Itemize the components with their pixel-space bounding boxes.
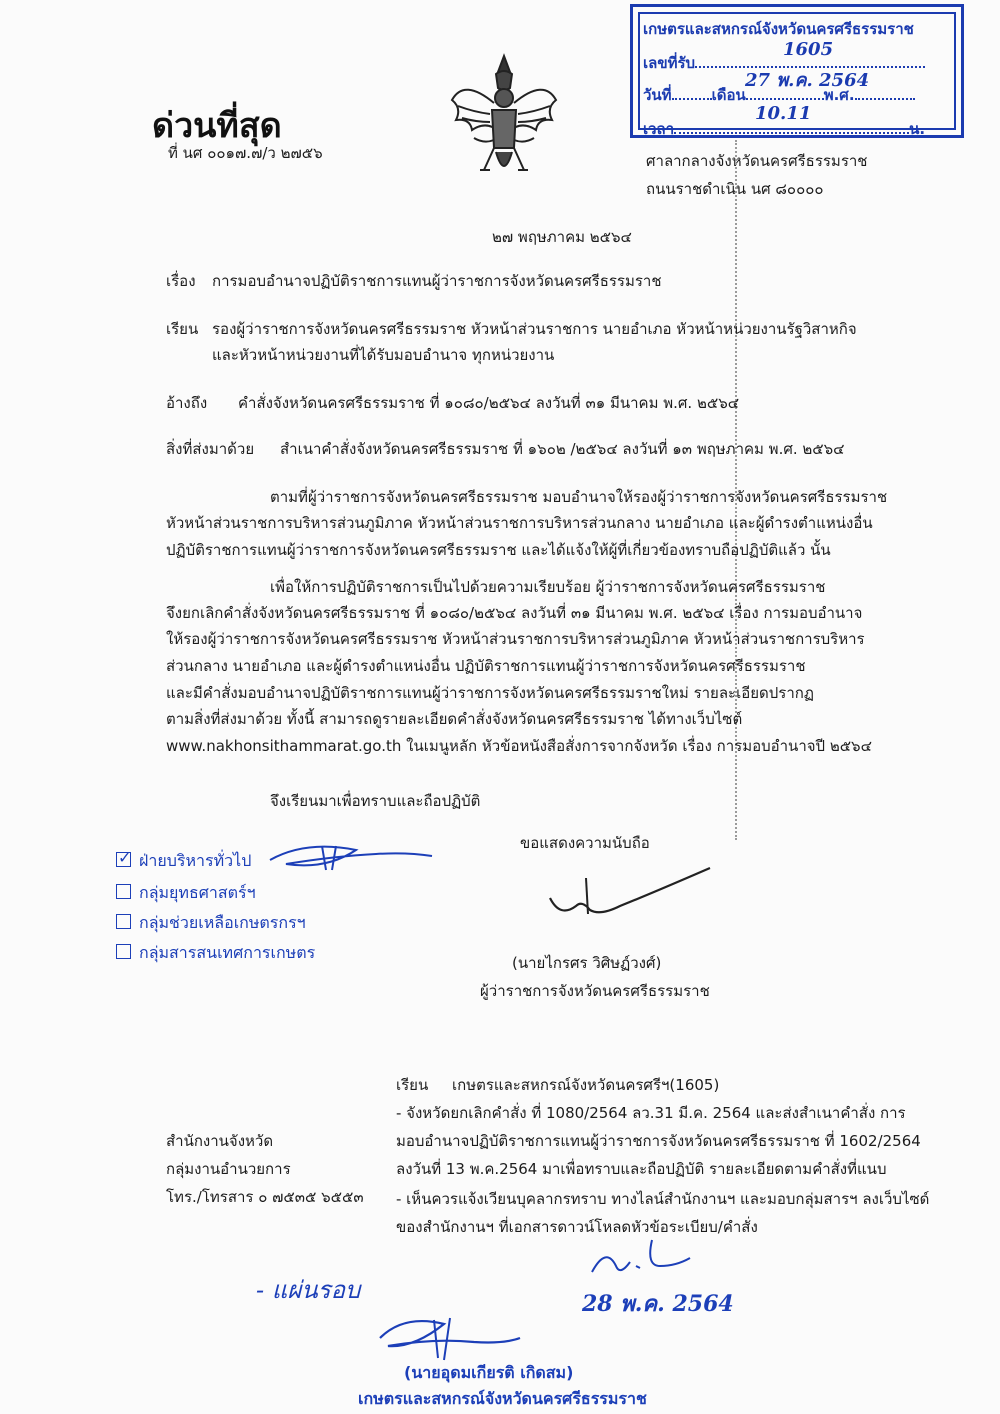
memo-initial-signature-icon bbox=[586, 1236, 696, 1286]
routing-checkbox-farmer-aid bbox=[116, 914, 131, 929]
routing-checkbox-info bbox=[116, 944, 131, 959]
body-p2-line5: และมีคำสั่งมอบอำนาจปฏิบัติราชการแทนผู้ว่าราชการจังหวัดนครศรีธรรมราชใหม่ รายละเอียดปรากฏ bbox=[166, 684, 814, 702]
memo-to-label: เรียน bbox=[396, 1076, 429, 1094]
body-p1-line2: หัวหน้าส่วนราชการบริหารส่วนภูมิภาค หัวหน้าส่วนราชการบริหารส่วนกลาง นายอำเภอ และผู้ดำรงตำแหน่งอื่น bbox=[166, 514, 873, 532]
stamp-time-written: 10.11 bbox=[755, 103, 812, 124]
memo-line4: - เห็นควรแจ้งเวียนบุคลากรทราบ ทางไลน์สำนักงานฯ และมอบกลุ่มสารฯ ลงเว็บไซด์ bbox=[396, 1190, 930, 1208]
memo-director-name: (นายอุดมเกียรติ เกิดสม) bbox=[404, 1363, 574, 1382]
routing-item-strategy: กลุ่มยุทธศาสตร์ฯ bbox=[116, 882, 256, 904]
body-p2-line3: ให้รองผู้ว่าราชการจังหวัดนครศรีธรรมราช หัวหน้าส่วนราชการบริหารส่วนภูมิภาค หัวหน้าส่วนราชการบริหาร bbox=[166, 630, 865, 648]
enclosure-label: สิ่งที่ส่งมาด้วย bbox=[166, 440, 255, 458]
memo-handwritten-note: - แผ่นรอบ bbox=[256, 1276, 361, 1304]
regards-text: ขอแสดงความนับถือ bbox=[520, 834, 650, 852]
stamp-received-no: 1605 bbox=[783, 39, 834, 60]
signer-position: ผู้ว่าราชการจังหวัดนครศรีธรรมราช bbox=[480, 982, 710, 1000]
signer-name: (นายไกรศร วิศิษฏ์วงศ์) bbox=[512, 954, 662, 972]
routing-item-admin: ✓ ฝ่ายบริหารทั่วไป bbox=[118, 848, 252, 870]
stamp-received-label: เลขที่รับ bbox=[643, 54, 696, 72]
stamp-org: เกษตรและสหกรณ์จังหวัดนครศรีธรรมราช bbox=[643, 20, 914, 38]
footer-division: กลุ่มงานอำนวยการ bbox=[166, 1160, 291, 1178]
memo-to-text: เกษตรและสหกรณ์จังหวัดนครศรีฯ(1605) bbox=[452, 1076, 720, 1094]
stamp-date-written: 27 พ.ค. 2564 bbox=[745, 70, 870, 91]
body-p2-line6: ตามสิ่งที่ส่งมาด้วย ทั้งนี้ สามารถดูรายละเอียดคำสั่งจังหวัดนครศรีธรรมราช ได้ทางเว็บไซต์ bbox=[166, 710, 743, 728]
memo-line2: มอบอำนาจปฏิบัติราชการแทนผู้ว่าราชการจังหวัดนครศรีธรรมราช ที่ 1602/2564 bbox=[396, 1132, 921, 1150]
memo-director-org: เกษตรและสหกรณ์จังหวัดนครศรีธรรมราช bbox=[358, 1389, 647, 1408]
body-p2-line2: จึงยกเลิกคำสั่งจังหวัดนครศรีธรรมราช ที่ ๑๐๘๐/๒๕๖๔ ลงวันที่ ๓๑ มีนาคม พ.ศ. ๒๕๖๔ เรื่อง การมอบอำนาจ bbox=[166, 604, 863, 622]
reference-text: คำสั่งจังหวัดนครศรีธรรมราช ที่ ๑๐๘๐/๒๕๖๔ ลงวันที่ ๓๑ มีนาคม พ.ศ. ๒๕๖๔ bbox=[238, 394, 740, 412]
to-line1: รองผู้ว่าราชการจังหวัดนครศรีธรรมราช หัวหน้าส่วนราชการ นายอำเภอ หัวหน้าหน่วยงานรัฐวิสาหกิจ bbox=[212, 320, 857, 338]
to-line2: และหัวหน้าหน่วยงานที่ได้รับมอบอำนาจ ทุกหน่วยงาน bbox=[212, 346, 555, 364]
enclosure-text: สำเนาคำสั่งจังหวัดนครศรีธรรมราช ที่ ๑๖๐๒ /๒๕๖๔ ลงวันที่ ๑๓ พฤษภาคม พ.ศ. ๒๕๖๔ bbox=[280, 440, 845, 458]
stamp-date-label: วันที่ bbox=[643, 86, 672, 104]
stamp-month-label: เดือน bbox=[711, 86, 746, 104]
to-label: เรียน bbox=[166, 320, 199, 338]
document-date: ๒๗ พฤษภาคม ๒๕๖๔ bbox=[492, 228, 632, 246]
urgency-label: ด่วนที่สุด bbox=[152, 106, 282, 146]
body-p2-line4: ส่วนกลาง นายอำเภอ และผู้ดำรงตำแหน่งอื่น ปฏิบัติราชการแทนผู้ว่าราชการจังหวัดนครศรีธรรมราช bbox=[166, 657, 806, 675]
body-p2-line1: เพื่อให้การปฏิบัติราชการเป็นไปด้วยความเรียบร้อย ผู้ว่าราชการจังหวัดนครศรีธรรมราช bbox=[270, 578, 826, 596]
subject-label: เรื่อง bbox=[166, 272, 196, 290]
document-number: ที่ นศ ๐๐๑๗.๗/ว ๒๗๕๖ bbox=[168, 144, 323, 162]
footer-office: สำนักงานจังหวัด bbox=[166, 1132, 274, 1150]
stamp-year-label: พ.ศ. bbox=[823, 86, 855, 104]
director-signature-icon bbox=[374, 1308, 524, 1368]
memo-handwritten-date: 28 พ.ค. 2564 bbox=[582, 1291, 734, 1317]
body-p2-line7: www.nakhonsithammarat.go.th ในเมนูหลัก หัวข้อหนังสือสั่งการจากจังหวัด เรื่อง การมอบอำนาจปี ๒๕๖๔ bbox=[166, 737, 872, 755]
subject-text: การมอบอำนาจปฏิบัติราชการแทนผู้ว่าราชการจังหวัดนครศรีธรรมราช bbox=[212, 272, 662, 290]
routing-signature-icon bbox=[266, 836, 436, 876]
memo-line5: ของสำนักงานฯ ที่เอกสารดาวน์โหลดหัวข้อระเบียบ/คำสั่ง bbox=[396, 1218, 758, 1236]
office-address-line2: ถนนราชดำเนิน นศ ๘๐๐๐๐ bbox=[646, 180, 824, 198]
stamp-time-unit: น. bbox=[909, 120, 926, 138]
footer-phone: โทร./โทรสาร ๐ ๗๕๓๕ ๖๕๕๓ bbox=[166, 1188, 364, 1206]
body-p1-line3: ปฏิบัติราชการแทนผู้ว่าราชการจังหวัดนครศรีธรรมราช และได้แจ้งให้ผู้ที่เกี่ยวข้องทราบถือปฏิบัติแล้ว นั้น bbox=[166, 541, 831, 559]
receiving-stamp bbox=[630, 4, 964, 138]
body-p1-line1: ตามที่ผู้ว่าราชการจังหวัดนครศรีธรรมราช มอบอำนาจให้รองผู้ว่าราชการจังหวัดนครศรีธรรมราช bbox=[270, 488, 888, 506]
office-address-line1: ศาลากลางจังหวัดนครศรีธรรมราช bbox=[646, 152, 868, 170]
routing-item-farmer-aid: กลุ่มช่วยเหลือเกษตรกรฯ bbox=[116, 912, 306, 934]
memo-line1: - จังหวัดยกเลิกคำสั่ง ที่ 1080/2564 ลว.31 มี.ค. 2564 และส่งสำเนาคำสั่ง การ bbox=[396, 1104, 906, 1122]
routing-checkbox-admin: ✓ bbox=[118, 848, 132, 867]
closing-text: จึงเรียนมาเพื่อทราบและถือปฏิบัติ bbox=[270, 792, 481, 810]
garuda-emblem-icon bbox=[444, 48, 564, 188]
stamp-time-label: เวลา bbox=[643, 120, 675, 138]
reference-label: อ้างถึง bbox=[166, 394, 208, 412]
governor-signature-icon bbox=[530, 858, 730, 928]
routing-item-info: กลุ่มสารสนเทศการเกษตร bbox=[116, 942, 315, 964]
routing-checkbox-strategy bbox=[116, 884, 131, 899]
memo-line3: ลงวันที่ 13 พ.ค.2564 มาเพื่อทราบและถือปฏิบัติ รายละเอียดตามคำสั่งที่แนบ bbox=[396, 1160, 887, 1178]
